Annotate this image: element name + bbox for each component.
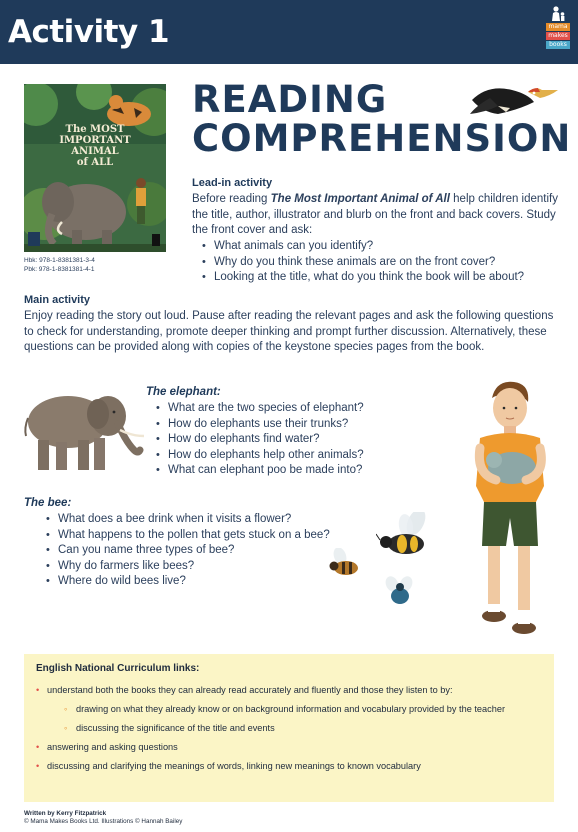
elephant-heading: The elephant: [146,386,221,398]
blue-bee-illustration [380,576,420,608]
book-title-emphasis: The Most Important Animal of All [270,193,450,205]
list-item: • How do elephants use their trunks? [154,417,454,433]
isbn-paperback: Pbk: 978-1-8381381-4-1 [24,266,95,273]
list-item: • Why do farmers like bees? [44,559,374,575]
list-item: • Why do you think these animals are on the front cover? [200,255,560,271]
curriculum-heading: English National Curriculum links: [36,663,200,674]
activity-title: Activity 1 [8,14,170,50]
list-item: • answering and asking questions [36,741,548,753]
list-item: • Looking at the title, what do you think the book will be about? [200,270,560,286]
main-activity-text: Enjoy reading the story out loud. Pause after reading the relevant pages and ask the following questions to check for understanding, promote deeper thinking and prompt further discussion. Alternatively, these questions can be provided along with copies of the keystone species pages from the book. [24,310,554,353]
cover-illustration [24,84,166,252]
list-item: • What are the two species of elephant? [154,401,454,417]
footer-author: Written by Kerry Fitzpatrick [24,810,107,817]
hornbill-bird-illustration [468,76,560,116]
mama-makes-books-logo [546,6,570,56]
footer-copyright: © Mama Makes Books Ltd. Illustrations © Hannah Bailey [24,818,183,825]
isbn-block [24,256,95,274]
logo-word-makes: makes [546,32,570,40]
elephant-questions [154,401,454,479]
header-bar [0,0,578,64]
list-item: • discussing and clarifying the meanings of words, linking new meanings to known vocabulary [36,760,548,772]
list-item: • How do elephants find water? [154,432,454,448]
list-item: ◦ drawing on what they already know or on background information and vocabulary provided by the teacher [36,703,548,715]
curriculum-links-box [24,654,554,802]
list-item: • What does a bee drink when it visits a flower? [44,512,374,528]
list-item: • understand both the books they can already read accurately and fluently and those they listen to by: [36,684,548,696]
list-item: • What happens to the pollen that gets stuck on a bee? [44,528,374,544]
lead-in-questions [200,239,560,286]
lead-in-text: Before reading The Most Important Animal of All help children identify the title, author, illustrator and blurb on the front and back covers. Study the front cover and ask: [192,193,558,236]
list-item: • Where do wild bees live? [44,574,374,590]
bee-questions [44,512,374,590]
mother-child-silhouette-icon [550,6,566,21]
logo-word-mama: mama [546,23,570,31]
cover-title: The MOST IMPORTANT ANIMAL of ALL [59,124,131,168]
isbn-hardback: Hbk: 978-1-8381381-3-4 [24,257,95,264]
list-item: • What animals can you identify? [200,239,560,255]
footer-credits [24,810,182,826]
lead-in-heading: Lead-in activity [192,177,273,189]
list-item: • What can elephant poo be made into? [154,463,454,479]
bee-heading: The bee: [24,497,72,509]
list-item: ◦ discussing the significance of the title and events [36,722,548,734]
bumblebee-illustration [376,512,434,560]
boy-holding-animal-illustration [466,378,556,642]
logo-word-books: books [546,41,570,49]
elephant-illustration [22,384,146,474]
curriculum-list [36,684,548,779]
page-title: READING COMPREHENSION [192,78,572,160]
honeybee-illustration [326,548,366,582]
list-item: • How do elephants help other animals? [154,448,454,464]
list-item: • Can you name three types of bee? [44,543,374,559]
main-activity-heading: Main activity [24,294,91,306]
book-cover-image [24,84,166,252]
